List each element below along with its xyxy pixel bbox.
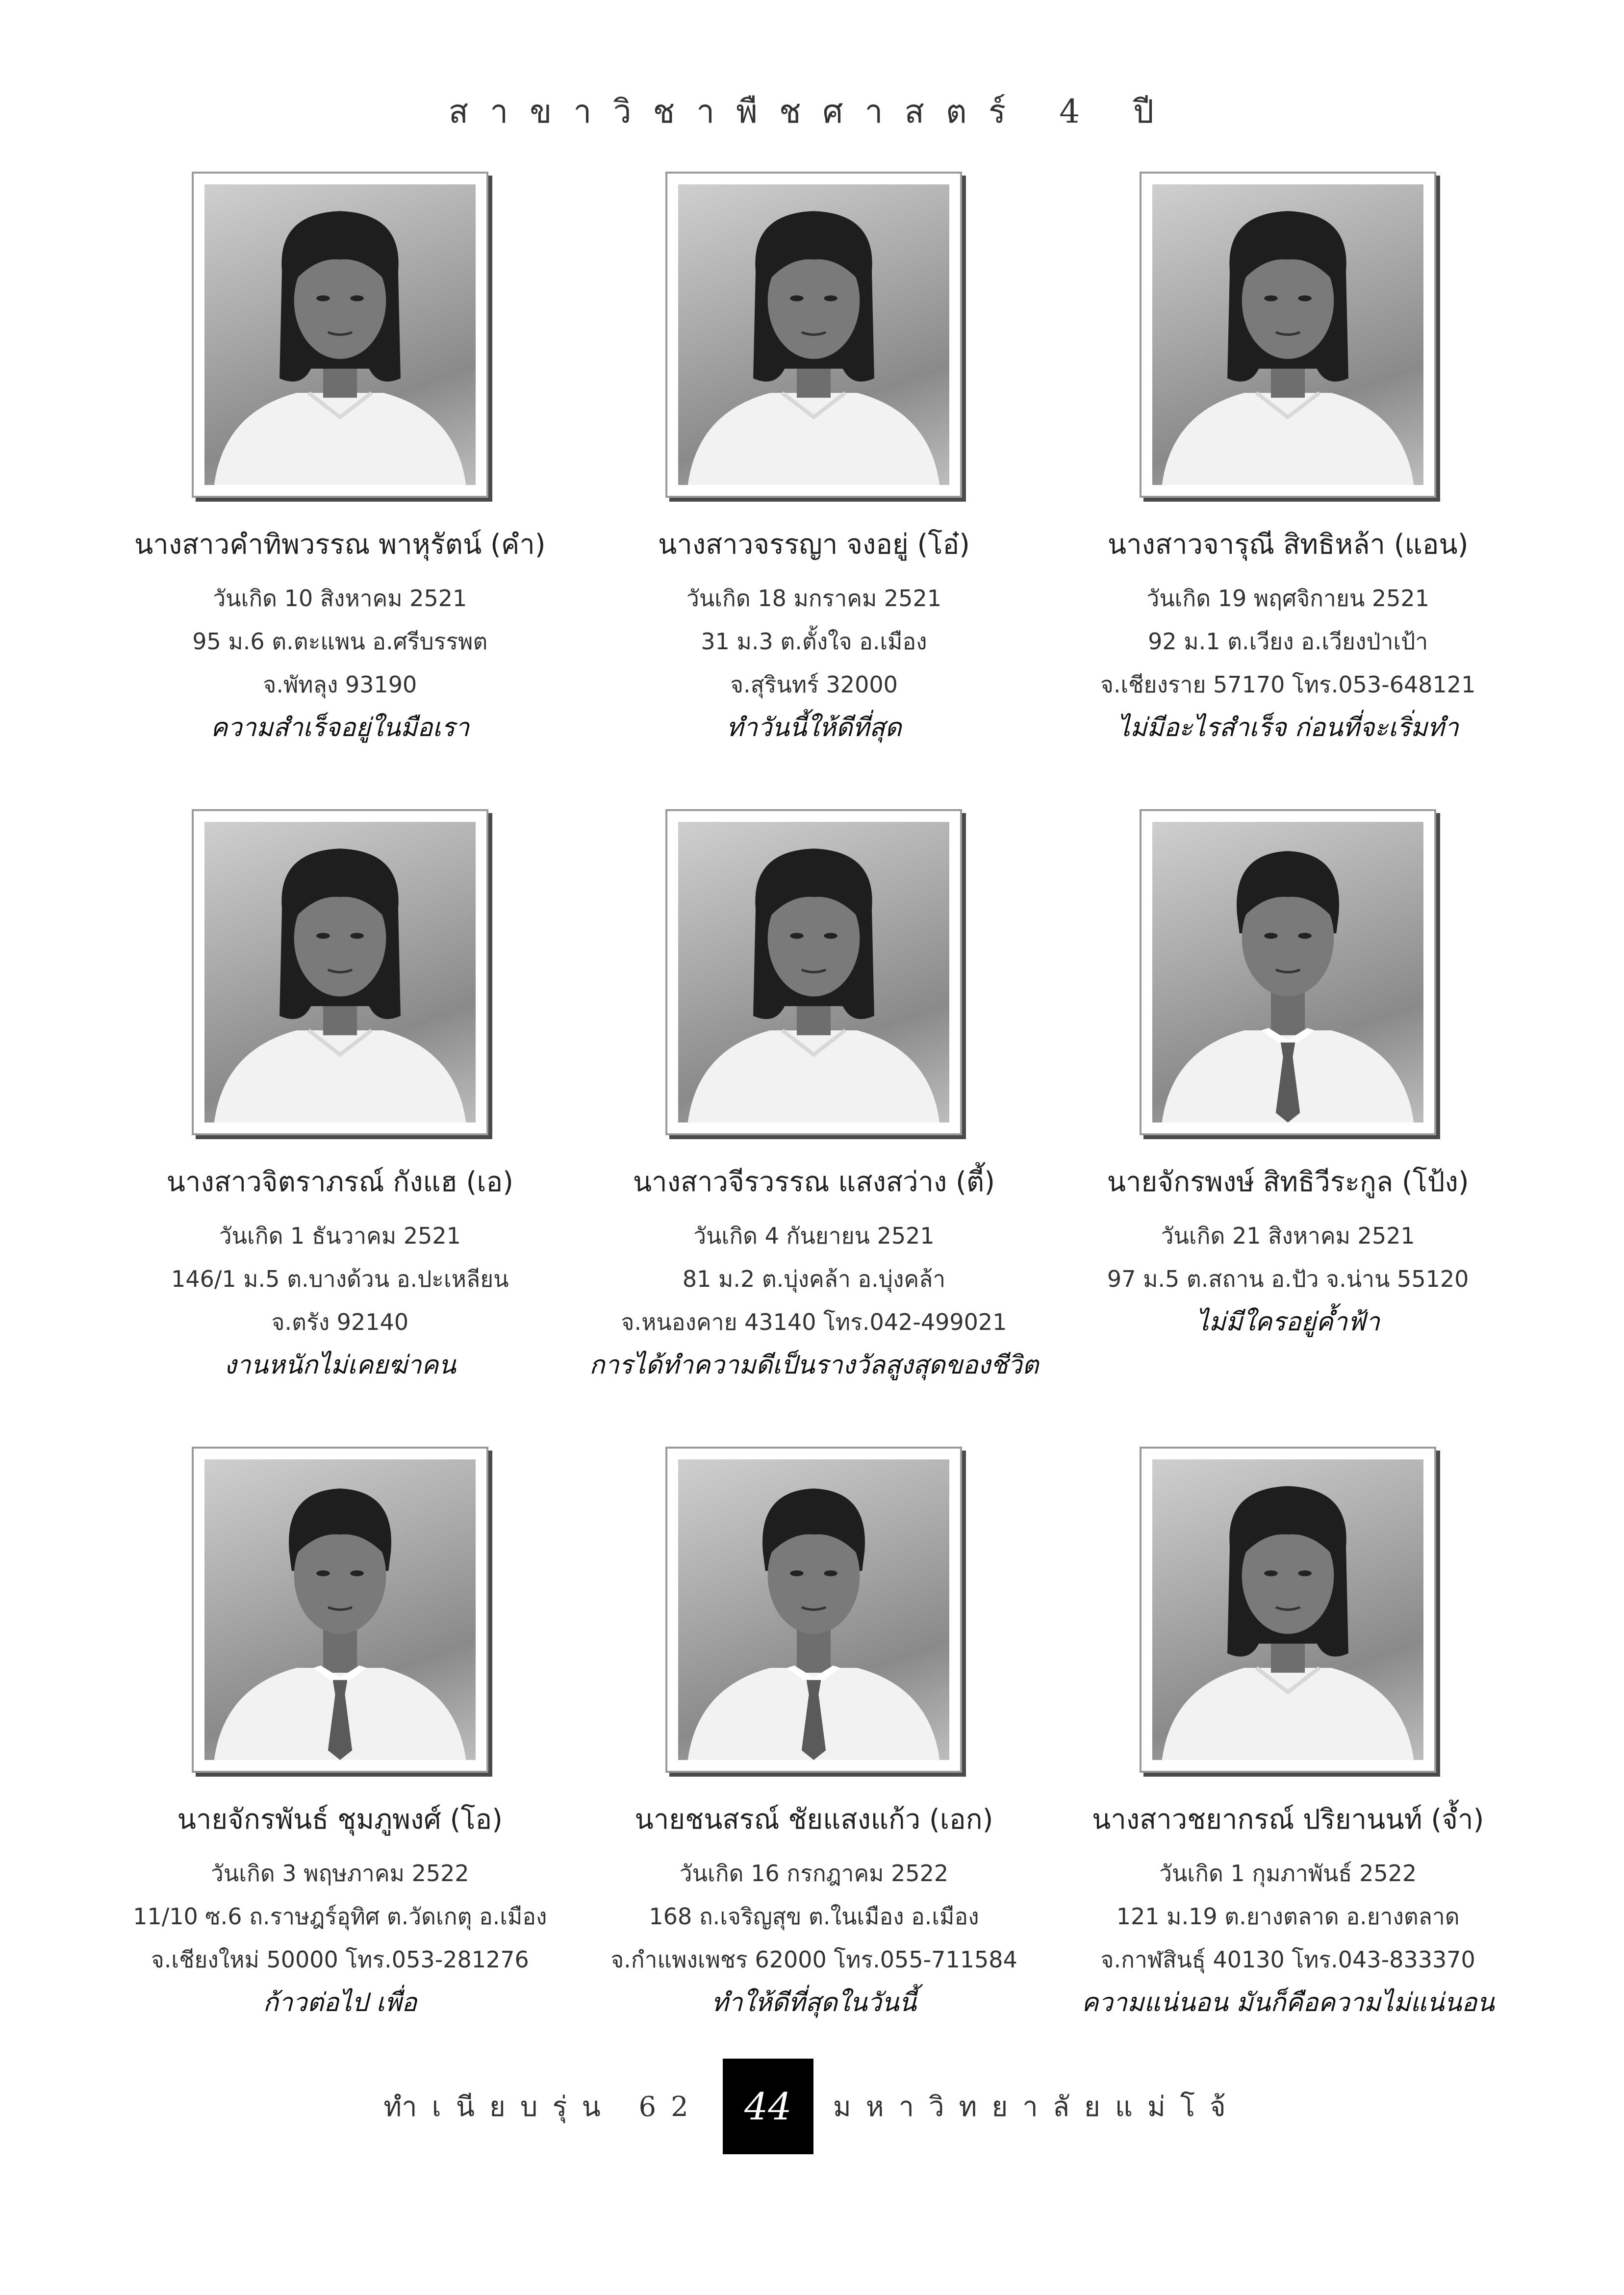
footer-left-text: ทำเนียบรุ่น 62: [383, 2091, 703, 2123]
student-name: นางสาวจรรญา จงอยู่ (โอ๋): [658, 529, 970, 561]
motto: งานหนักไม่เคยฆ่าคน: [224, 1351, 456, 1380]
portrait-silhouette: [1152, 1459, 1423, 1760]
motto: ไม่มีใครอยู่ค้ำฟ้า: [1196, 1307, 1380, 1337]
birth-date: วันเกิด 21 สิงหาคม 2521: [1161, 1223, 1415, 1249]
page-footer: [0, 2060, 1624, 2153]
student-photo: [665, 809, 962, 1135]
motto: ทำวันนี้ให้ดีที่สุด: [726, 713, 902, 742]
address-line-2: จ.หนองคาย 43140 โทร.042-499021: [621, 1309, 1007, 1335]
address-line-1: 168 ถ.เจริญสุข ต.ในเมือง อ.เมือง: [649, 1903, 979, 1930]
student-photo: [1140, 172, 1436, 498]
address-line-1: 81 ม.2 ต.บุ่งคล้า อ.บุ่งคล้า: [682, 1266, 946, 1292]
portrait-silhouette: [1152, 822, 1423, 1122]
student-photo: [1140, 1447, 1436, 1773]
portrait-silhouette: [204, 184, 476, 485]
student-photo: [1140, 809, 1436, 1135]
student-card: [577, 1447, 1051, 2084]
student-card: [577, 172, 1051, 809]
address-line-1: 11/10 ซ.6 ถ.ราษฎร์อุทิศ ต.วัดเกตุ อ.เมือง: [133, 1903, 547, 1930]
student-card: [1051, 809, 1525, 1447]
birth-date: วันเกิด 19 พฤศจิกายน 2521: [1146, 585, 1429, 612]
student-name: นางสาวชยากรณ์ ปริยานนท์ (จ้ำ): [1092, 1804, 1484, 1836]
student-name: นางสาวจีรวรรณ แสงสว่าง (ตี้): [633, 1166, 995, 1198]
student-card: [1051, 172, 1525, 809]
portrait-silhouette: [204, 1459, 476, 1760]
portrait-silhouette: [1152, 184, 1423, 485]
student-card: [103, 809, 577, 1447]
address-line-2: จ.เชียงใหม่ 50000 โทร.053-281276: [151, 1946, 529, 1973]
birth-date: วันเกิด 18 มกราคม 2521: [686, 585, 941, 612]
address-line-1: 97 ม.5 ต.สถาน อ.ปัว จ.น่าน 55120: [1107, 1266, 1469, 1292]
page-number: 44: [723, 2059, 813, 2154]
motto: ทำให้ดีที่สุดในวันนี้: [711, 1988, 916, 2017]
address-line-2: จ.กำแพงเพชร 62000 โทร.055-711584: [610, 1946, 1017, 1973]
address-line-1: 121 ม.19 ต.ยางตลาด อ.ยางตลาด: [1116, 1903, 1460, 1930]
address-line-1: 31 ม.3 ต.ตั้งใจ อ.เมือง: [701, 628, 927, 655]
page-title: สาขาวิชาพืชศาสตร์ 4 ปี: [448, 93, 1176, 130]
birth-date: วันเกิด 16 กรกฎาคม 2522: [679, 1860, 949, 1887]
student-card: [103, 1447, 577, 2084]
birth-date: วันเกิด 4 กันยายน 2521: [693, 1223, 935, 1249]
student-photo: [665, 1447, 962, 1773]
student-photo: [192, 1447, 488, 1773]
student-grid: [103, 172, 1525, 2025]
portrait-silhouette: [678, 1459, 949, 1760]
student-name: นางสาวจิตราภรณ์ กังแฮ (เอ): [166, 1166, 514, 1198]
birth-date: วันเกิด 3 พฤษภาคม 2522: [210, 1860, 469, 1887]
address-line-1: 146/1 ม.5 ต.บางด้วน อ.ปะเหลียน: [171, 1266, 509, 1292]
motto: ไม่มีอะไรสำเร็จ ก่อนที่จะเริ่มทำ: [1117, 713, 1459, 742]
birth-date: วันเกิด 10 สิงหาคม 2521: [213, 585, 467, 612]
portrait-silhouette: [678, 184, 949, 485]
student-name: นายชนสรณ์ ชัยแสงแก้ว (เอก): [634, 1804, 993, 1836]
motto: ความสำเร็จอยู่ในมือเรา: [210, 713, 470, 742]
student-name: นายจักรพันธ์ ชุมภูพงศ์ (โอ): [177, 1804, 503, 1836]
student-photo: [192, 809, 488, 1135]
student-photo: [665, 172, 962, 498]
motto: ความแน่นอน มันก็คือความไม่แน่นอน: [1081, 1988, 1495, 2017]
address-line-2: จ.สุรินทร์ 32000: [730, 671, 898, 698]
student-photo: [192, 172, 488, 498]
portrait-silhouette: [678, 822, 949, 1122]
motto: การได้ทำความดีเป็นรางวัลสูงสุดของชีวิต: [589, 1351, 1039, 1380]
address-line-1: 95 ม.6 ต.ตะแพน อ.ศรีบรรพต: [192, 628, 488, 655]
footer-right-text: มหาวิทยาลัยแม่โจ้: [833, 2091, 1241, 2123]
address-line-2: จ.ตรัง 92140: [271, 1309, 409, 1335]
portrait-silhouette: [204, 822, 476, 1122]
birth-date: วันเกิด 1 ธันวาคม 2521: [219, 1223, 461, 1249]
address-line-2: จ.พัทลุง 93190: [263, 671, 417, 698]
address-line-1: 92 ม.1 ต.เวียง อ.เวียงป่าเป้า: [1148, 628, 1428, 655]
student-name: นางสาวจารุณี สิทธิหล้า (แอน): [1107, 529, 1469, 561]
student-card: [1051, 1447, 1525, 2084]
student-name: นายจักรพงษ์ สิทธิวีระกูล (โป้ง): [1107, 1166, 1469, 1198]
student-name: นางสาวคำทิพวรรณ พาหุรัตน์ (คำ): [134, 529, 546, 561]
birth-date: วันเกิด 1 กุมภาพันธ์ 2522: [1159, 1860, 1417, 1887]
motto: ก้าวต่อไป เพื่อ: [263, 1988, 417, 2017]
address-line-2: จ.กาฬสินธุ์ 40130 โทร.043-833370: [1100, 1946, 1475, 1973]
student-card: [577, 809, 1051, 1447]
address-line-2: จ.เชียงราย 57170 โทร.053-648121: [1100, 671, 1476, 698]
student-card: [103, 172, 577, 809]
